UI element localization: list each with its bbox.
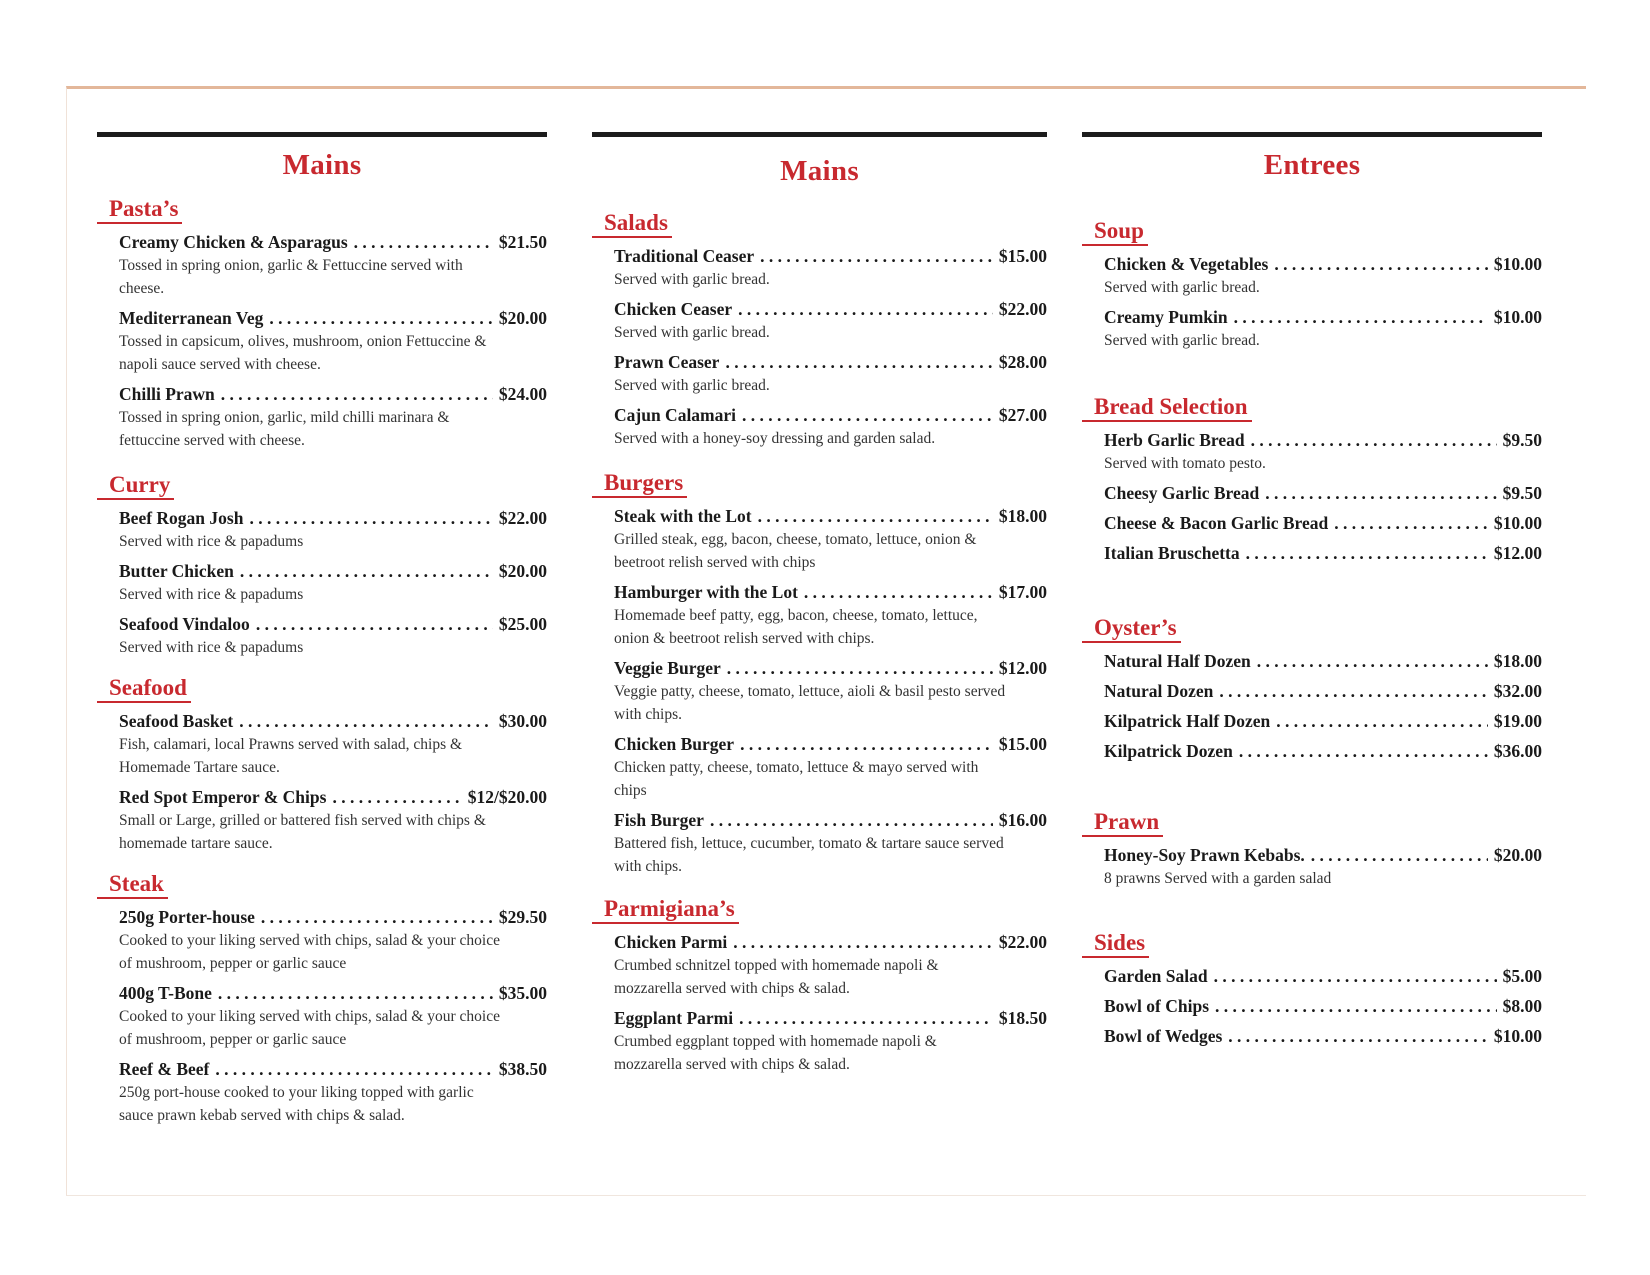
item-name: Reef & Beef	[119, 1059, 210, 1079]
item-description: Served with rice & papadums	[119, 533, 304, 550]
menu-item-line	[119, 506, 547, 530]
item-name: Chicken & Vegetables	[1104, 254, 1269, 274]
item-description: Served with garlic bread.	[614, 271, 770, 288]
item-name: Eggplant Parmi	[614, 1008, 734, 1028]
dot-leader	[1246, 541, 1488, 565]
dot-leader	[1274, 252, 1488, 276]
item-price: $12.00	[1493, 543, 1542, 563]
menu-column	[97, 89, 547, 1133]
dot-leader	[1334, 511, 1488, 535]
item-price: $10.00	[1493, 307, 1542, 327]
dot-leader	[215, 1057, 493, 1081]
menu-item	[1082, 843, 1542, 890]
section-heading: Seafood	[97, 675, 191, 703]
dot-leader	[1265, 481, 1496, 505]
dot-leader	[354, 230, 493, 254]
item-name: Mediterranean Veg	[119, 308, 264, 328]
menu-item-line	[1104, 964, 1542, 988]
dot-leader	[269, 306, 493, 330]
item-name: Chilli Prawn	[119, 384, 215, 404]
dot-leader	[332, 785, 461, 809]
section-heading: Prawn	[1082, 809, 1163, 837]
menu-item-line	[119, 612, 547, 636]
menu-section	[97, 196, 547, 452]
menu-item	[97, 382, 547, 452]
item-description: Cooked to your liking served with chips, salad & your choice of mushroom, pepper or garlic sauce	[119, 932, 500, 972]
item-name: Herb Garlic Bread	[1104, 430, 1245, 450]
menu-item	[592, 580, 1047, 650]
item-price: $15.00	[998, 246, 1047, 266]
menu-item	[592, 350, 1047, 397]
item-price: $12/$20.00	[467, 787, 547, 807]
item-price: $10.00	[1493, 254, 1542, 274]
item-price: $22.00	[998, 932, 1047, 952]
item-description: Served with rice & papadums	[119, 586, 304, 603]
menu-item	[1082, 252, 1542, 299]
dot-leader	[1239, 739, 1488, 763]
item-description: Fish, calamari, local Prawns served with salad, chips & Homemade Tartare sauce.	[119, 736, 463, 776]
menu-item	[97, 981, 547, 1051]
menu-item-line	[614, 297, 1047, 321]
menu-item-line	[119, 1057, 547, 1081]
item-price: $27.00	[998, 405, 1047, 425]
menu-item	[592, 656, 1047, 726]
menu-section	[97, 472, 547, 659]
menu-item-line	[119, 709, 547, 733]
dot-leader	[740, 732, 993, 756]
item-description: Served with garlic bread.	[614, 377, 770, 394]
section-heading: Bread Selection	[1082, 394, 1252, 422]
menu-item-line	[614, 504, 1047, 528]
section-heading: Parmigiana’s	[592, 896, 739, 924]
item-name: Kilpatrick Half Dozen	[1104, 711, 1271, 731]
column-divider-rule	[97, 132, 547, 137]
item-name: Chicken Ceaser	[614, 299, 733, 319]
dot-leader	[1215, 994, 1497, 1018]
menu-item	[97, 559, 547, 606]
item-price: $20.00	[1493, 845, 1542, 865]
menu-item	[97, 306, 547, 376]
item-price: $9.50	[1502, 430, 1542, 450]
dot-leader	[733, 930, 993, 954]
item-name: Beef Rogan Josh	[119, 508, 244, 528]
item-price: $25.00	[498, 614, 547, 634]
dot-leader	[804, 580, 993, 604]
menu-item	[1082, 964, 1542, 988]
menu-item	[592, 403, 1047, 450]
item-description: Served with garlic bread.	[1104, 279, 1260, 296]
dot-leader	[710, 808, 993, 832]
item-description: 8 prawns Served with a garden salad	[1104, 870, 1332, 887]
item-price: $19.00	[1493, 711, 1542, 731]
item-price: $28.00	[998, 352, 1047, 372]
item-name: Cajun Calamari	[614, 405, 737, 425]
item-price: $17.00	[998, 582, 1047, 602]
menu-item	[97, 785, 547, 855]
section-heading: Burgers	[592, 470, 687, 498]
item-price: $30.00	[498, 711, 547, 731]
menu-item-line	[1104, 994, 1542, 1018]
item-price: $29.50	[498, 907, 547, 927]
menu-item	[592, 1006, 1047, 1076]
item-price: $5.00	[1502, 966, 1542, 986]
menu-section	[1082, 394, 1542, 565]
menu-item-line	[1104, 428, 1542, 452]
item-price: $12.00	[998, 658, 1047, 678]
section-heading: Steak	[97, 871, 168, 899]
item-name: Fish Burger	[614, 810, 704, 830]
menu-item	[1082, 1024, 1542, 1048]
menu-item	[1082, 541, 1542, 565]
item-name: Italian Bruschetta	[1104, 543, 1240, 563]
menu-item-line	[614, 403, 1047, 427]
menu-item-line	[614, 244, 1047, 268]
item-price: $32.00	[1493, 681, 1542, 701]
item-name: Veggie Burger	[614, 658, 721, 678]
item-name: Creamy Pumkin	[1104, 307, 1228, 327]
dot-leader	[1257, 649, 1488, 673]
menu-item-line	[1104, 481, 1542, 505]
menu-item-line	[614, 350, 1047, 374]
item-price: $18.00	[1493, 651, 1542, 671]
menu-item	[1082, 679, 1542, 703]
dot-leader	[261, 905, 493, 929]
menu-item-line	[1104, 843, 1542, 867]
item-name: Bowl of Chips	[1104, 996, 1210, 1016]
menu-item-line	[614, 1006, 1047, 1030]
item-name: Traditional Ceaser	[614, 246, 755, 266]
item-name: Kilpatrick Dozen	[1104, 741, 1233, 761]
section-heading: Sides	[1082, 930, 1149, 958]
item-name: Creamy Chicken & Asparagus	[119, 232, 348, 252]
item-name: Chicken Parmi	[614, 932, 728, 952]
item-name: Chicken Burger	[614, 734, 735, 754]
menu-column	[1082, 89, 1542, 1054]
menu-item	[97, 612, 547, 659]
dot-leader	[1234, 305, 1488, 329]
menu-section	[1082, 218, 1542, 352]
item-price: $16.00	[998, 810, 1047, 830]
menu-item	[97, 709, 547, 779]
dot-leader	[1276, 709, 1488, 733]
item-price: $9.50	[1502, 483, 1542, 503]
item-name: 250g Porter-house	[119, 907, 255, 927]
dot-leader	[738, 297, 993, 321]
item-price: $15.00	[998, 734, 1047, 754]
menu-item	[97, 905, 547, 975]
menu-item-line	[1104, 1024, 1542, 1048]
menu-item-line	[1104, 541, 1542, 565]
menu-item	[97, 1057, 547, 1127]
section-heading: Pasta’s	[97, 196, 182, 224]
menu-item-line	[614, 930, 1047, 954]
section-heading: Curry	[97, 472, 174, 500]
item-description: Small or Large, grilled or battered fish served with chips & homemade tartare sauce.	[119, 812, 486, 852]
item-price: $18.50	[998, 1008, 1047, 1028]
menu-item	[592, 504, 1047, 574]
dot-leader	[256, 612, 493, 636]
section-heading: Oyster’s	[1082, 615, 1181, 643]
menu-item	[592, 297, 1047, 344]
dot-leader	[1219, 679, 1488, 703]
item-description: Cooked to your liking served with chips, salad & your choice of mushroom, pepper or garlic sauce	[119, 1008, 500, 1048]
dot-leader	[760, 244, 993, 268]
menu-item	[592, 732, 1047, 802]
menu-item-line	[119, 230, 547, 254]
item-name: Red Spot Emperor & Chips	[119, 787, 327, 807]
menu-item	[1082, 305, 1542, 352]
column-divider-rule	[592, 132, 1047, 137]
item-price: $24.00	[498, 384, 547, 404]
menu-column	[592, 89, 1047, 1082]
item-price: $20.00	[498, 308, 547, 328]
column-title: Mains	[780, 155, 859, 187]
section-heading: Soup	[1082, 218, 1148, 246]
item-name: Natural Half Dozen	[1104, 651, 1251, 671]
menu-item	[97, 506, 547, 553]
menu-item-line	[1104, 305, 1542, 329]
item-price: $8.00	[1502, 996, 1542, 1016]
dot-leader	[725, 350, 992, 374]
menu-item-line	[1104, 739, 1542, 763]
item-price: $35.00	[498, 983, 547, 1003]
dot-leader	[758, 504, 993, 528]
item-description: Tossed in spring onion, garlic & Fettuccine served with cheese.	[119, 257, 463, 297]
item-price: $21.50	[498, 232, 547, 252]
item-price: $38.50	[498, 1059, 547, 1079]
menu-item-line	[614, 656, 1047, 680]
menu-item-line	[614, 808, 1047, 832]
item-name: Natural Dozen	[1104, 681, 1214, 701]
item-description: Tossed in capsicum, olives, mushroom, onion Fettuccine & napoli sauce served with cheese.	[119, 333, 487, 373]
item-price: $22.00	[498, 508, 547, 528]
item-description: Crumbed schnitzel topped with homemade napoli & mozzarella served with chips & salad.	[614, 957, 939, 997]
item-price: $10.00	[1493, 1026, 1542, 1046]
dot-leader	[1228, 1024, 1488, 1048]
menu-section	[592, 210, 1047, 450]
menu-item-line	[614, 580, 1047, 604]
menu-section	[1082, 930, 1542, 1048]
menu-item-line	[119, 559, 547, 583]
column-title: Entrees	[1263, 149, 1361, 181]
menu-item-line	[1104, 511, 1542, 535]
item-description: Chicken patty, cheese, tomato, lettuce & mayo served with chips	[614, 759, 979, 799]
menu-item	[592, 808, 1047, 878]
item-description: Battered fish, lettuce, cucumber, tomato & tartare sauce served with chips.	[614, 835, 1004, 875]
menu-item-line	[119, 785, 547, 809]
item-name: Honey-Soy Prawn Kebabs.	[1104, 845, 1305, 865]
column-divider-rule	[1082, 132, 1542, 137]
menu-sheet	[66, 86, 1586, 1196]
dot-leader	[1311, 843, 1488, 867]
dot-leader	[221, 382, 493, 406]
menu-section	[1082, 809, 1542, 890]
column-title: Mains	[282, 149, 362, 181]
item-description: Served with garlic bread.	[614, 324, 770, 341]
item-name: Prawn Ceaser	[614, 352, 720, 372]
menu-item-line	[1104, 649, 1542, 673]
menu-item-line	[119, 382, 547, 406]
item-price: $20.00	[498, 561, 547, 581]
menu-item	[1082, 649, 1542, 673]
item-price: $22.00	[998, 299, 1047, 319]
menu-item-line	[1104, 709, 1542, 733]
dot-leader	[218, 981, 493, 1005]
menu-item	[1082, 511, 1542, 535]
item-description: 250g port-house cooked to your liking topped with garlic sauce prawn kebab served with chips & salad.	[119, 1084, 474, 1124]
menu-item	[1082, 994, 1542, 1018]
item-price: $10.00	[1493, 513, 1542, 533]
item-description: Crumbed eggplant topped with homemade napoli & mozzarella served with chips & salad.	[614, 1033, 937, 1073]
item-name: 400g T-Bone	[119, 983, 212, 1003]
item-name: Seafood Basket	[119, 711, 234, 731]
menu-section	[97, 871, 547, 1127]
item-name: Seafood Vindaloo	[119, 614, 250, 634]
menu-item-line	[1104, 252, 1542, 276]
item-description: Served with a honey-soy dressing and garden salad.	[614, 430, 936, 447]
item-name: Butter Chicken	[119, 561, 234, 581]
menu-item	[1082, 428, 1542, 475]
menu-item-line	[119, 905, 547, 929]
item-description: Served with rice & papadums	[119, 639, 304, 656]
item-description: Tossed in spring onion, garlic, mild chilli marinara & fettuccine served with cheese.	[119, 409, 450, 449]
menu-item	[97, 230, 547, 300]
item-name: Bowl of Wedges	[1104, 1026, 1223, 1046]
menu-section	[97, 675, 547, 855]
menu-section	[592, 896, 1047, 1076]
dot-leader	[727, 656, 993, 680]
menu-item-line	[119, 981, 547, 1005]
dot-leader	[1214, 964, 1497, 988]
item-name: Hamburger with the Lot	[614, 582, 798, 602]
item-name: Garden Salad	[1104, 966, 1208, 986]
menu-item-line	[119, 306, 547, 330]
item-description: Homemade beef patty, egg, bacon, cheese, tomato, lettuce, onion & beetroot relish served with chips.	[614, 607, 978, 647]
menu-item	[1082, 481, 1542, 505]
dot-leader	[742, 403, 993, 427]
menu-item	[592, 244, 1047, 291]
menu-section	[592, 470, 1047, 878]
item-price: $36.00	[1493, 741, 1542, 761]
item-description: Grilled steak, egg, bacon, cheese, tomato, lettuce, onion & beetroot relish served with chips	[614, 531, 977, 571]
dot-leader	[739, 1006, 993, 1030]
item-description: Served with garlic bread.	[1104, 332, 1260, 349]
item-name: Cheesy Garlic Bread	[1104, 483, 1260, 503]
item-description: Served with tomato pesto.	[1104, 455, 1266, 472]
menu-item	[1082, 709, 1542, 733]
dot-leader	[249, 506, 492, 530]
item-name: Cheese & Bacon Garlic Bread	[1104, 513, 1329, 533]
dot-leader	[239, 709, 493, 733]
item-description: Veggie patty, cheese, tomato, lettuce, aioli & basil pesto served with chips.	[614, 683, 1006, 723]
dot-leader	[240, 559, 493, 583]
menu-item	[1082, 739, 1542, 763]
menu-section	[1082, 615, 1542, 763]
item-price: $18.00	[998, 506, 1047, 526]
menu-item	[592, 930, 1047, 1000]
section-heading: Salads	[592, 210, 672, 238]
dot-leader	[1251, 428, 1497, 452]
menu-item-line	[614, 732, 1047, 756]
menu-item-line	[1104, 679, 1542, 703]
item-name: Steak with the Lot	[614, 506, 752, 526]
